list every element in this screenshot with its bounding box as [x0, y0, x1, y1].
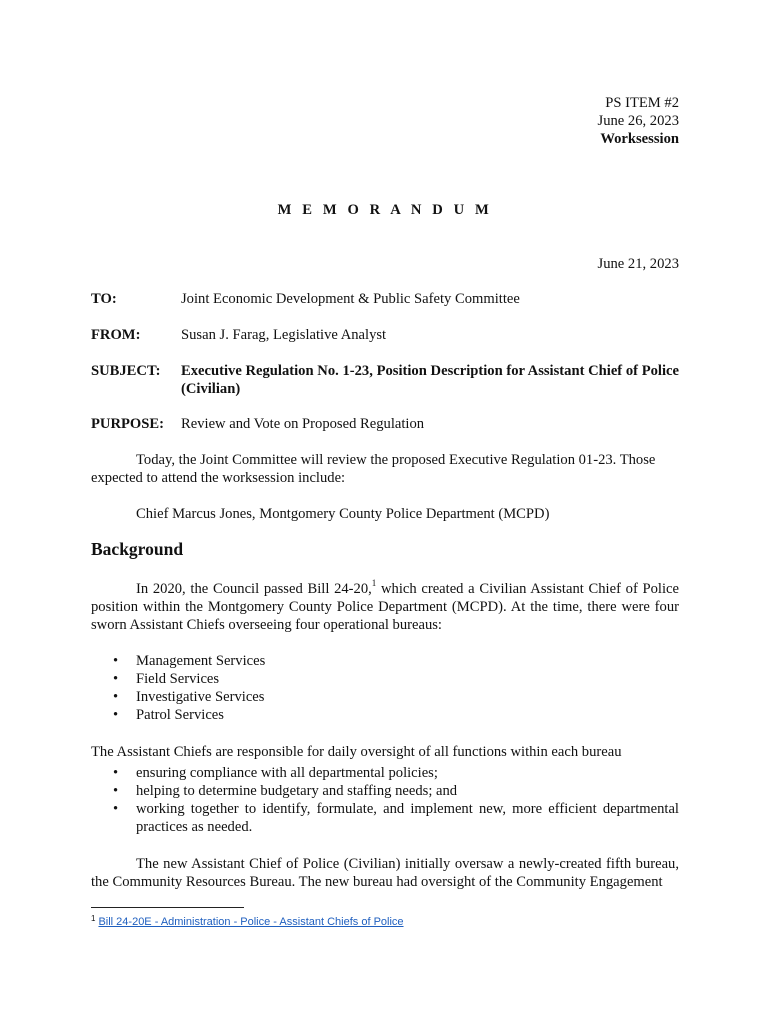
- background-paragraph-1: [91, 580, 679, 634]
- to-value: Joint Economic Development & Public Safety Committee: [181, 291, 520, 307]
- list-item: • ensuring compliance with all departmental policies;: [113, 765, 438, 781]
- subject-value: Executive Regulation No. 1-23, Position Description for Assistant Chief of Police (Civilian): [181, 363, 679, 397]
- intro-paragraph: [91, 451, 679, 487]
- list-item: • Management Services: [113, 653, 266, 669]
- bill-text-start: In 2020, the Council passed Bill 24-20,: [136, 581, 372, 597]
- bullet-icon: •: [113, 653, 119, 669]
- bullet-icon: •: [113, 689, 119, 705]
- bureau-list: [91, 652, 679, 724]
- background-heading: Background: [91, 539, 184, 559]
- attendee-line: Chief Marcus Jones, Montgomery County Police Department (MCPD): [136, 506, 550, 522]
- new-bureau-text: The new Assistant Chief of Police (Civilian) initially oversaw a newly-created fifth bureau, the Community Resources Bureau. The new bureau had oversight of the Community Engagement: [91, 856, 679, 890]
- list-item: • helping to determine budgetary and staffing needs; and: [113, 783, 458, 799]
- bullet-icon: •: [113, 783, 119, 799]
- item-number: PS ITEM #2: [605, 95, 679, 111]
- from-label: FROM:: [91, 327, 141, 343]
- purpose-label: PURPOSE:: [91, 416, 164, 432]
- background-paragraph-2: The Assistant Chiefs are responsible for daily oversight of all functions within each bureau: [91, 744, 622, 760]
- memo-date: June 21, 2023: [597, 256, 679, 272]
- list-item: • working together to identify, formulate, and implement new, more efficient departmental practices as needed.: [113, 801, 679, 835]
- footnote-divider: [91, 907, 244, 908]
- intro-text: Today, the Joint Committee will review the proposed Executive Regulation 01-23. Those expected to attend the worksession include:: [91, 452, 656, 486]
- bullet-icon: •: [113, 671, 119, 687]
- bullet-icon: •: [113, 707, 119, 723]
- bullet-icon: •: [113, 801, 119, 817]
- session-type: Worksession: [600, 131, 679, 147]
- footnote: [91, 914, 404, 931]
- from-value: Susan J. Farag, Legislative Analyst: [181, 327, 387, 343]
- to-label: TO:: [91, 291, 117, 307]
- background-paragraph-3: [91, 855, 679, 891]
- list-item: • Investigative Services: [113, 689, 265, 705]
- purpose-value: Review and Vote on Proposed Regulation: [181, 416, 425, 432]
- memo-title: M E M O R A N D U M: [277, 202, 493, 218]
- list-item: • Field Services: [113, 671, 220, 687]
- header-block: [598, 94, 679, 148]
- bullet-icon: •: [113, 765, 119, 781]
- bill-link[interactable]: Bill 24-20E - Administration - Police - Assistant Chiefs of Police: [98, 916, 404, 928]
- list-item: • Patrol Services: [113, 707, 224, 723]
- footnote-ref[interactable]: 1: [371, 578, 377, 589]
- subject-label: SUBJECT:: [91, 363, 161, 379]
- footnote-number: 1: [91, 914, 96, 923]
- bill-text-end: which created a Civilian Assistant Chief of Police position within the Montgomery County Police Department (MCPD). At the time, there were four sworn Assistant Chiefs overseeing four operational bureaus:: [91, 581, 679, 633]
- meeting-date: June 26, 2023: [597, 113, 679, 129]
- duties-list: [91, 764, 679, 836]
